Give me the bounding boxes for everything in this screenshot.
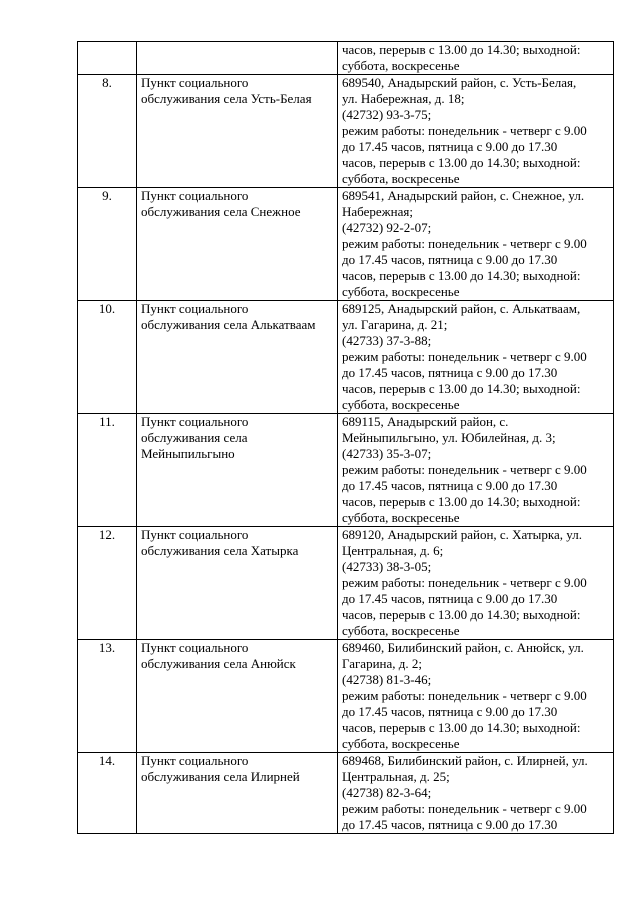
table-row bbox=[78, 42, 614, 75]
service-point-name-cell bbox=[137, 414, 338, 527]
address-schedule-line: 689541, Анадырский район, с. Снежное, ул. bbox=[342, 188, 585, 203]
service-point-name-line: обслуживания села Илирней bbox=[141, 769, 300, 784]
service-point-name-line: Пункт социального bbox=[141, 188, 249, 203]
address-schedule-cell bbox=[338, 188, 614, 301]
row-number-cell: 8. bbox=[78, 75, 137, 188]
row-number-cell: 13. bbox=[78, 640, 137, 753]
service-point-name-line: обслуживания села Хатырка bbox=[141, 543, 299, 558]
address-schedule-line: ул. Гагарина, д. 21; bbox=[342, 317, 448, 332]
address-schedule-line: суббота, воскресенье bbox=[342, 736, 460, 751]
address-schedule-cell bbox=[338, 301, 614, 414]
address-schedule-line: (42733) 35-3-07; bbox=[342, 446, 432, 461]
row-number-cell bbox=[78, 42, 137, 75]
table-row bbox=[78, 414, 614, 527]
service-point-name-line: Пункт социального bbox=[141, 75, 249, 90]
address-schedule-line: 689125, Анадырский район, с. Алькатваам, bbox=[342, 301, 581, 316]
address-schedule-line: суббота, воскресенье bbox=[342, 171, 460, 186]
service-point-name-line: Пункт социального bbox=[141, 753, 249, 768]
address-schedule-line: режим работы: понедельник - четверг с 9.00 bbox=[342, 575, 587, 590]
address-schedule-line: часов, перерыв с 13.00 до 14.30; выходной: bbox=[342, 607, 581, 622]
address-schedule-line: суббота, воскресенье bbox=[342, 284, 460, 299]
address-schedule-line: Мейныпильгыно, ул. Юбилейная, д. 3; bbox=[342, 430, 556, 445]
table-row bbox=[78, 640, 614, 753]
address-schedule-line: до 17.45 часов, пятница с 9.00 до 17.30 bbox=[342, 704, 558, 719]
address-schedule-line: 689115, Анадырский район, с. bbox=[342, 414, 509, 429]
address-schedule-line: суббота, воскресенье bbox=[342, 510, 460, 525]
table-row bbox=[78, 75, 614, 188]
table-row bbox=[78, 301, 614, 414]
address-schedule-line: 689468, Билибинский район, с. Илирней, ул. bbox=[342, 753, 588, 768]
address-schedule-line: часов, перерыв с 13.00 до 14.30; выходной: bbox=[342, 494, 581, 509]
address-schedule-line: Набережная; bbox=[342, 204, 413, 219]
address-schedule-line: суббота, воскресенье bbox=[342, 623, 460, 638]
table-row bbox=[78, 188, 614, 301]
address-schedule-line: часов, перерыв с 13.00 до 14.30; выходной: bbox=[342, 720, 581, 735]
address-schedule-line: до 17.45 часов, пятница с 9.00 до 17.30 bbox=[342, 817, 558, 832]
address-schedule-line: часов, перерыв с 13.00 до 14.30; выходной: bbox=[342, 268, 581, 283]
address-schedule-line: до 17.45 часов, пятница с 9.00 до 17.30 bbox=[342, 252, 558, 267]
address-schedule-cell bbox=[338, 753, 614, 834]
service-point-name-line: обслуживания села Алькатваам bbox=[141, 317, 316, 332]
service-point-name-line: Пункт социального bbox=[141, 640, 249, 655]
address-schedule-line: режим работы: понедельник - четверг с 9.00 bbox=[342, 801, 587, 816]
address-schedule-line: (42732) 92-2-07; bbox=[342, 220, 432, 235]
address-schedule-line: до 17.45 часов, пятница с 9.00 до 17.30 bbox=[342, 139, 558, 154]
service-point-name-cell bbox=[137, 640, 338, 753]
address-schedule-line: режим работы: понедельник - четверг с 9.00 bbox=[342, 349, 587, 364]
address-schedule-line: до 17.45 часов, пятница с 9.00 до 17.30 bbox=[342, 478, 558, 493]
address-schedule-line: режим работы: понедельник - четверг с 9.00 bbox=[342, 236, 587, 251]
service-point-name-line: Мейныпильгыно bbox=[141, 446, 235, 461]
table-body bbox=[78, 42, 614, 834]
service-point-name-line: Пункт социального bbox=[141, 527, 249, 542]
social-service-points-table bbox=[77, 41, 614, 834]
service-point-name-cell bbox=[137, 42, 338, 75]
service-point-name-cell bbox=[137, 75, 338, 188]
service-point-name-line: обслуживания села Анюйск bbox=[141, 656, 296, 671]
service-point-name-line: обслуживания села bbox=[141, 430, 248, 445]
service-point-name-cell bbox=[137, 301, 338, 414]
address-schedule-line: Гагарина, д. 2; bbox=[342, 656, 422, 671]
address-schedule-line: до 17.45 часов, пятница с 9.00 до 17.30 bbox=[342, 591, 558, 606]
row-number-cell: 14. bbox=[78, 753, 137, 834]
address-schedule-line: режим работы: понедельник - четверг с 9.00 bbox=[342, 462, 587, 477]
service-point-name-cell bbox=[137, 527, 338, 640]
address-schedule-line: 689120, Анадырский район, с. Хатырка, ул. bbox=[342, 527, 582, 542]
address-schedule-cell bbox=[338, 414, 614, 527]
service-point-name-line: Пункт социального bbox=[141, 414, 249, 429]
service-point-name-cell bbox=[137, 188, 338, 301]
address-schedule-line: (42738) 81-3-46; bbox=[342, 672, 432, 687]
table-row bbox=[78, 753, 614, 834]
table-row bbox=[78, 527, 614, 640]
service-point-name-line: обслуживания села Снежное bbox=[141, 204, 301, 219]
address-schedule-line: (42733) 38-3-05; bbox=[342, 559, 432, 574]
address-schedule-line: часов, перерыв с 13.00 до 14.30; выходной: bbox=[342, 42, 581, 57]
address-schedule-line: (42733) 37-3-88; bbox=[342, 333, 432, 348]
address-schedule-line: режим работы: понедельник - четверг с 9.00 bbox=[342, 688, 587, 703]
address-schedule-line: часов, перерыв с 13.00 до 14.30; выходной: bbox=[342, 381, 581, 396]
service-point-name-line: обслуживания села Усть-Белая bbox=[141, 91, 312, 106]
address-schedule-line: Центральная, д. 25; bbox=[342, 769, 450, 784]
service-point-name-cell bbox=[137, 753, 338, 834]
service-point-name-line: Пункт социального bbox=[141, 301, 249, 316]
row-number-cell: 9. bbox=[78, 188, 137, 301]
address-schedule-line: суббота, воскресенье bbox=[342, 397, 460, 412]
address-schedule-line: Центральная, д. 6; bbox=[342, 543, 444, 558]
address-schedule-line: суббота, воскресенье bbox=[342, 58, 460, 73]
address-schedule-cell bbox=[338, 640, 614, 753]
address-schedule-line: до 17.45 часов, пятница с 9.00 до 17.30 bbox=[342, 365, 558, 380]
address-schedule-line: ул. Набережная, д. 18; bbox=[342, 91, 465, 106]
address-schedule-cell bbox=[338, 42, 614, 75]
address-schedule-line: 689540, Анадырский район, с. Усть-Белая, bbox=[342, 75, 577, 90]
row-number-cell: 12. bbox=[78, 527, 137, 640]
address-schedule-line: (42732) 93-3-75; bbox=[342, 107, 432, 122]
address-schedule-cell bbox=[338, 527, 614, 640]
address-schedule-line: режим работы: понедельник - четверг с 9.00 bbox=[342, 123, 587, 138]
row-number-cell: 10. bbox=[78, 301, 137, 414]
address-schedule-line: (42738) 82-3-64; bbox=[342, 785, 432, 800]
row-number-cell: 11. bbox=[78, 414, 137, 527]
address-schedule-line: часов, перерыв с 13.00 до 14.30; выходной: bbox=[342, 155, 581, 170]
address-schedule-line: 689460, Билибинский район, с. Анюйск, ул. bbox=[342, 640, 584, 655]
address-schedule-cell bbox=[338, 75, 614, 188]
